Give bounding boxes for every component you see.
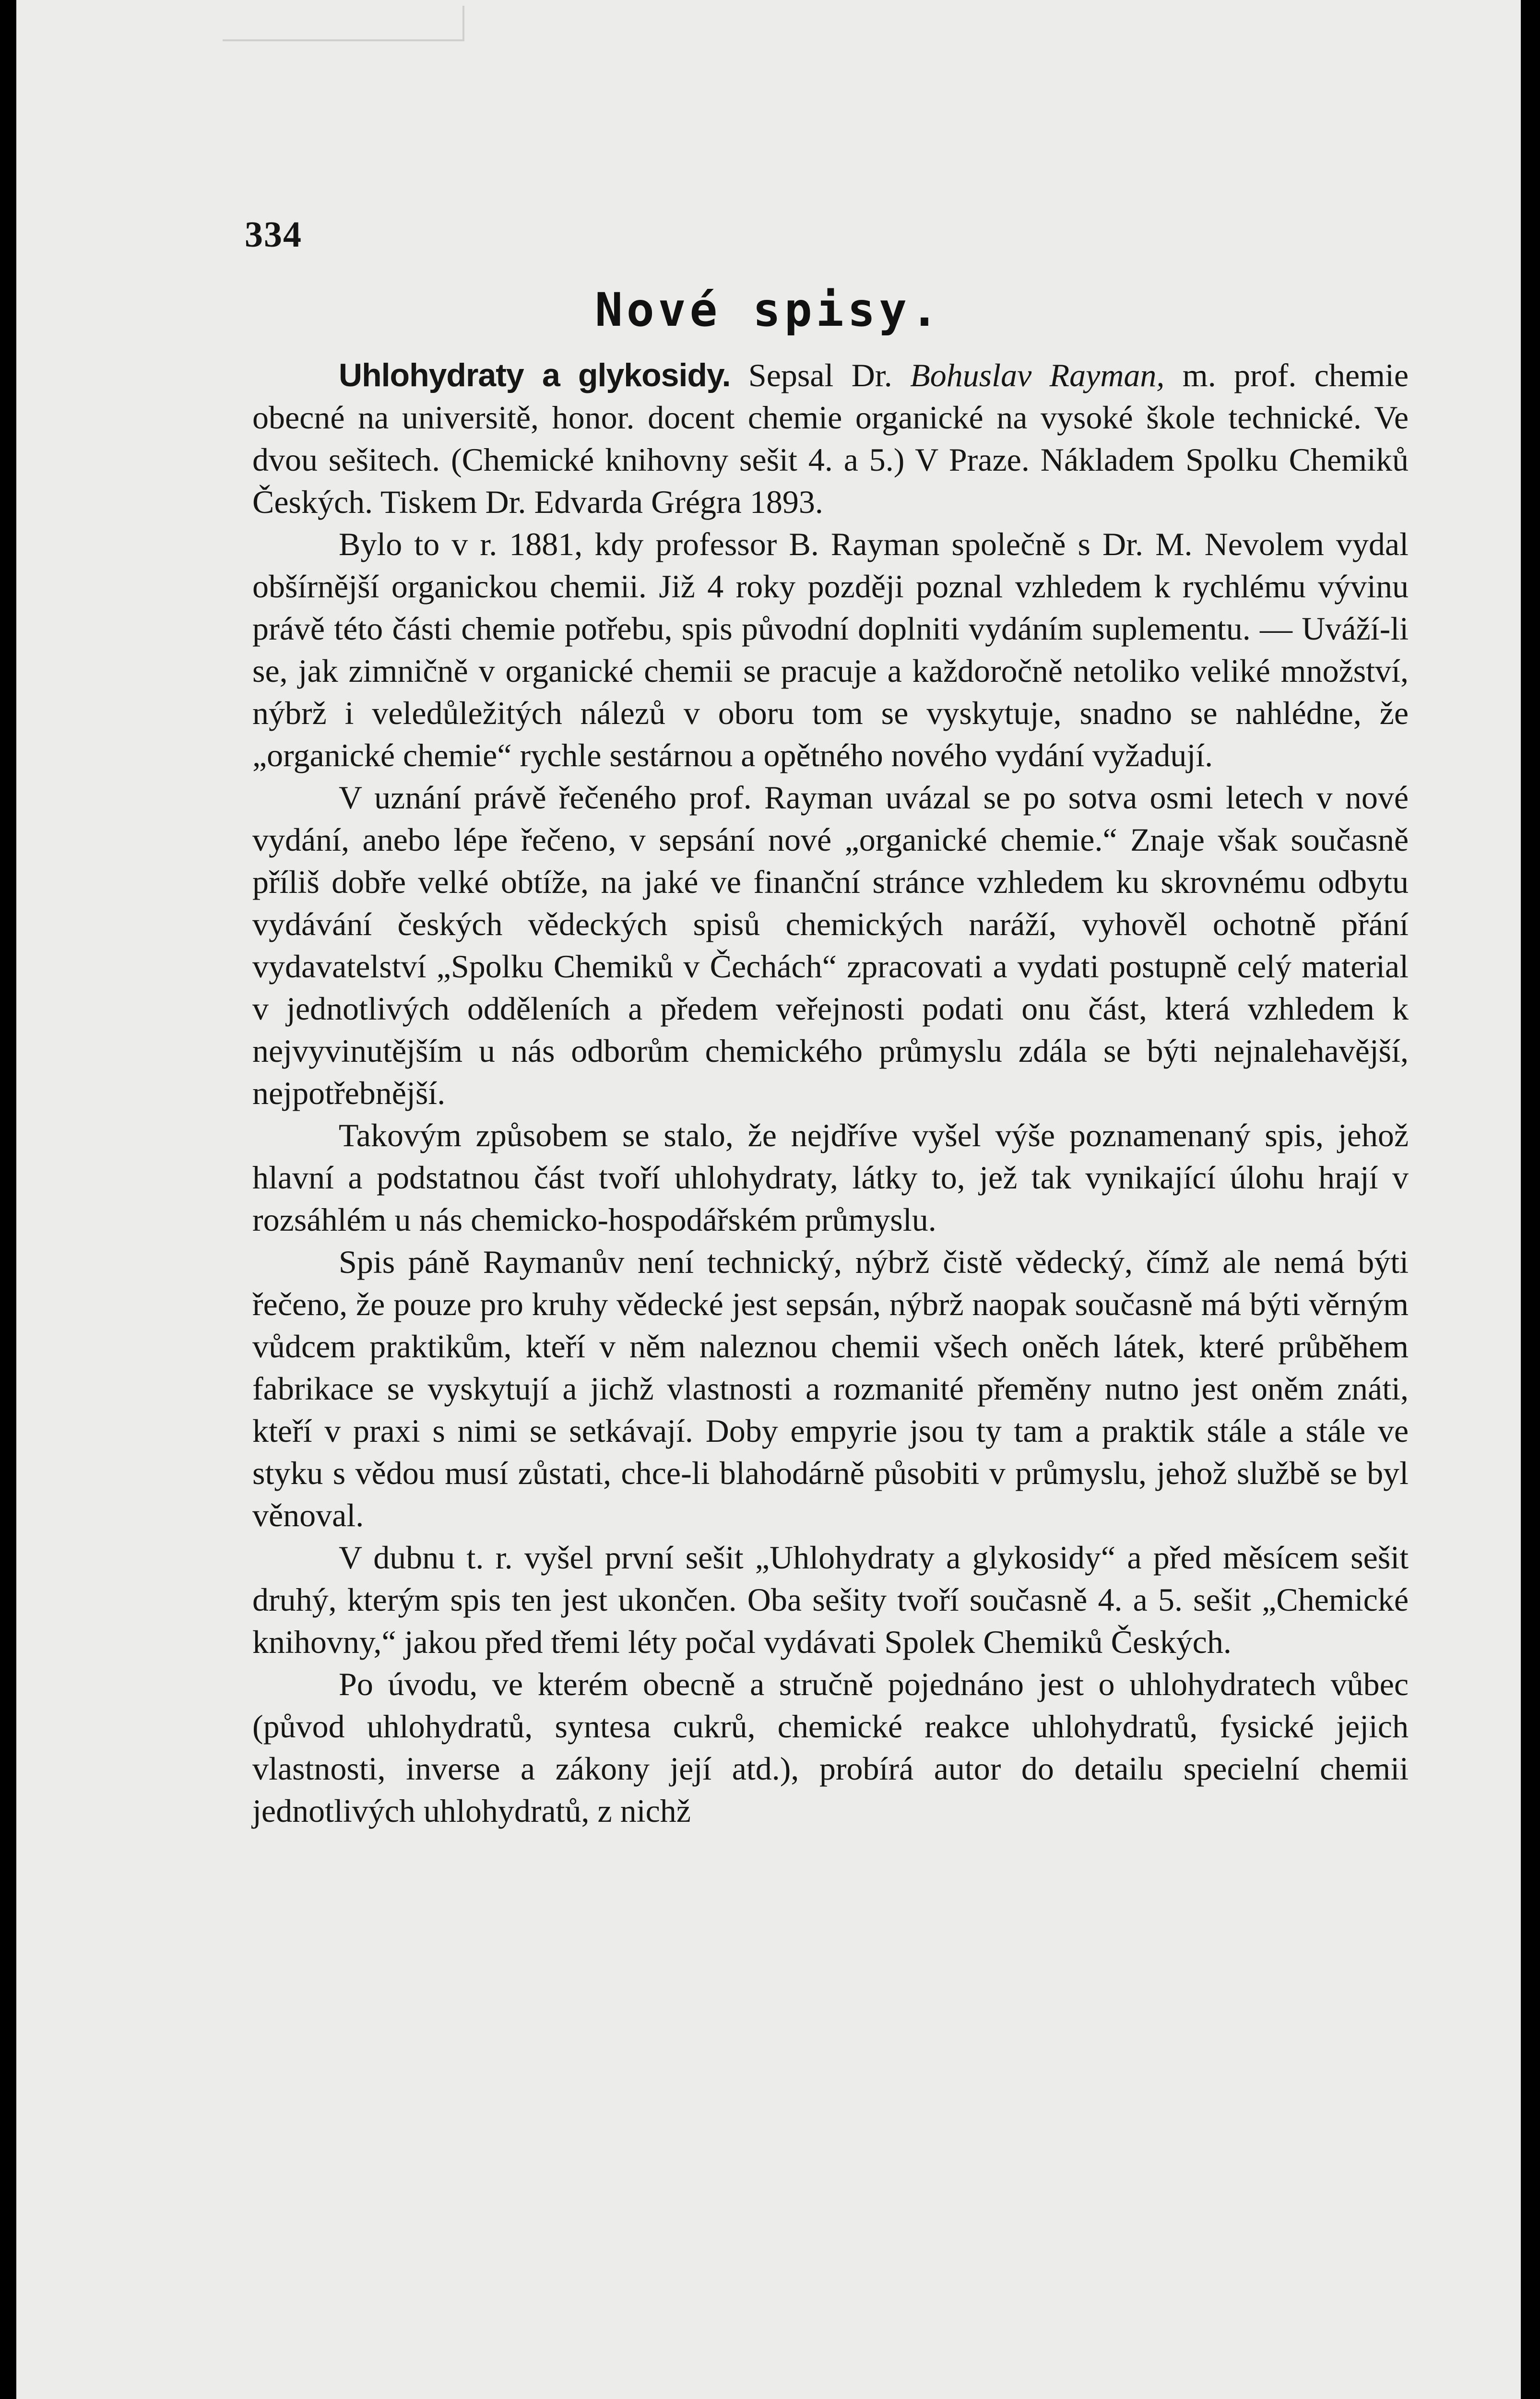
paragraph: Spis páně Raymanův není technický, nýbrž čistě vědecký, čímž ale nemá býti řečeno, že pouze pro kruhy vědecké jest sepsán, nýbrž naopak současně má býti věrným vůdcem praktikům, kteří v něm naleznou chemii všech oněch látek, které průběhem fabrikace se vyskytují a jichž vlastnosti a rozmanité přeměny nutno jest oněm znáti, kteří v praxi s nimi se setkávají. Doby empyrie jsou ty tam a praktik stále a stále ve styku s vědou musí zůstati, chce-li blahodárně působiti v průmyslu, jehož službě se byl věnoval.	[252, 1244, 1409, 1533]
page-number: 334	[245, 214, 302, 255]
author-prefix: Sepsal Dr.	[748, 357, 892, 393]
paragraph: Po úvodu, ve kterém obecně a stručně pojednáno jest o uhlohydratech vůbec (původ uhlohydratů, syntesa cukrů, chemické reakce uhlohydratů, fysické jejich vlastnosti, inverse a zákony její atd.), probírá autor do detailu specielní chemii jednotlivých uhlohydratů, z nichž	[252, 1666, 1409, 1829]
article-body	[252, 354, 1409, 1832]
paragraph: V dubnu t. r. vyšel první sešit „Uhlohydraty a glykosidy“ a před měsícem sešit druhý, kterým spis ten jest ukončen. Oba sešity tvoří současně 4. a 5. sešit „Chemické knihovny,“ jakou před třemi léty počal vydávati Spolek Chemiků Českých.	[252, 1539, 1409, 1660]
bibliography-details: m. prof. chemie obecné na universitě, honor. docent chemie organické na vysoké škole technické. Ve dvou sešitech. (Chemické knihovny sešit 4. a 5.) V Praze. Nákladem Spolku Chemiků Českých. Tiskem Dr. Edvarda Grégra 1893.	[252, 357, 1409, 520]
book-page	[16, 0, 1521, 2399]
paragraph: V uznání právě řečeného prof. Rayman uvázal se po sotva osmi letech v nové vydání, anebo lépe řečeno, v sepsání nové „organické chemie.“ Znaje však současně příliš dobře velké obtíže, na jaké ve finanční stránce vzhledem ku skrovnému odbytu vydávání českých vědeckých spisů chemických naráží, vyhověl ochotně přání vydavatelství „Spolku Chemiků v Čechách“ zpracovati a vydati postupně celý material v jednotlivých odděleních a předem veřejnosti podati onu část, která vzhledem k nejvyvinutějším u nás odborům chemického průmyslu zdála se býti nejnalehavější, nejpotřebnější.	[252, 779, 1409, 1111]
paragraph: Bylo to v r. 1881, kdy professor B. Rayman společně s Dr. M. Nevolem vydal obšírnější organickou chemii. Již 4 roky později poznal vzhledem k rychlému vývinu právě této části chemie potřebu, spis původní doplniti vydáním suplementu. — Uváží-li se, jak zimničně v organické chemii se pracuje a každoročně netoliko veliké množství, nýbrž i veledůležitých nálezů v oboru tom se vyskytuje, snadno se nahlédne, že „organické chemie“ rychle sestárnou a opětného nového vydání vyžadují.	[252, 526, 1409, 773]
review-citation	[252, 354, 1409, 523]
paragraph: Takovým způsobem se stalo, že nejdříve vyšel výše poznamenaný spis, jehož hlavní a podstatnou část tvoří uhlohydraty, látky to, jež tak vynikající úlohu hrají v rozsáhlém u nás chemicko-hospodářském průmyslu.	[252, 1117, 1409, 1238]
page-border-mark	[223, 6, 464, 41]
author-name: Bohuslav Rayman,	[910, 357, 1165, 393]
book-title: Uhlohydraty a glykosidy.	[339, 357, 731, 393]
section-title: Nové spisy.	[595, 283, 942, 337]
